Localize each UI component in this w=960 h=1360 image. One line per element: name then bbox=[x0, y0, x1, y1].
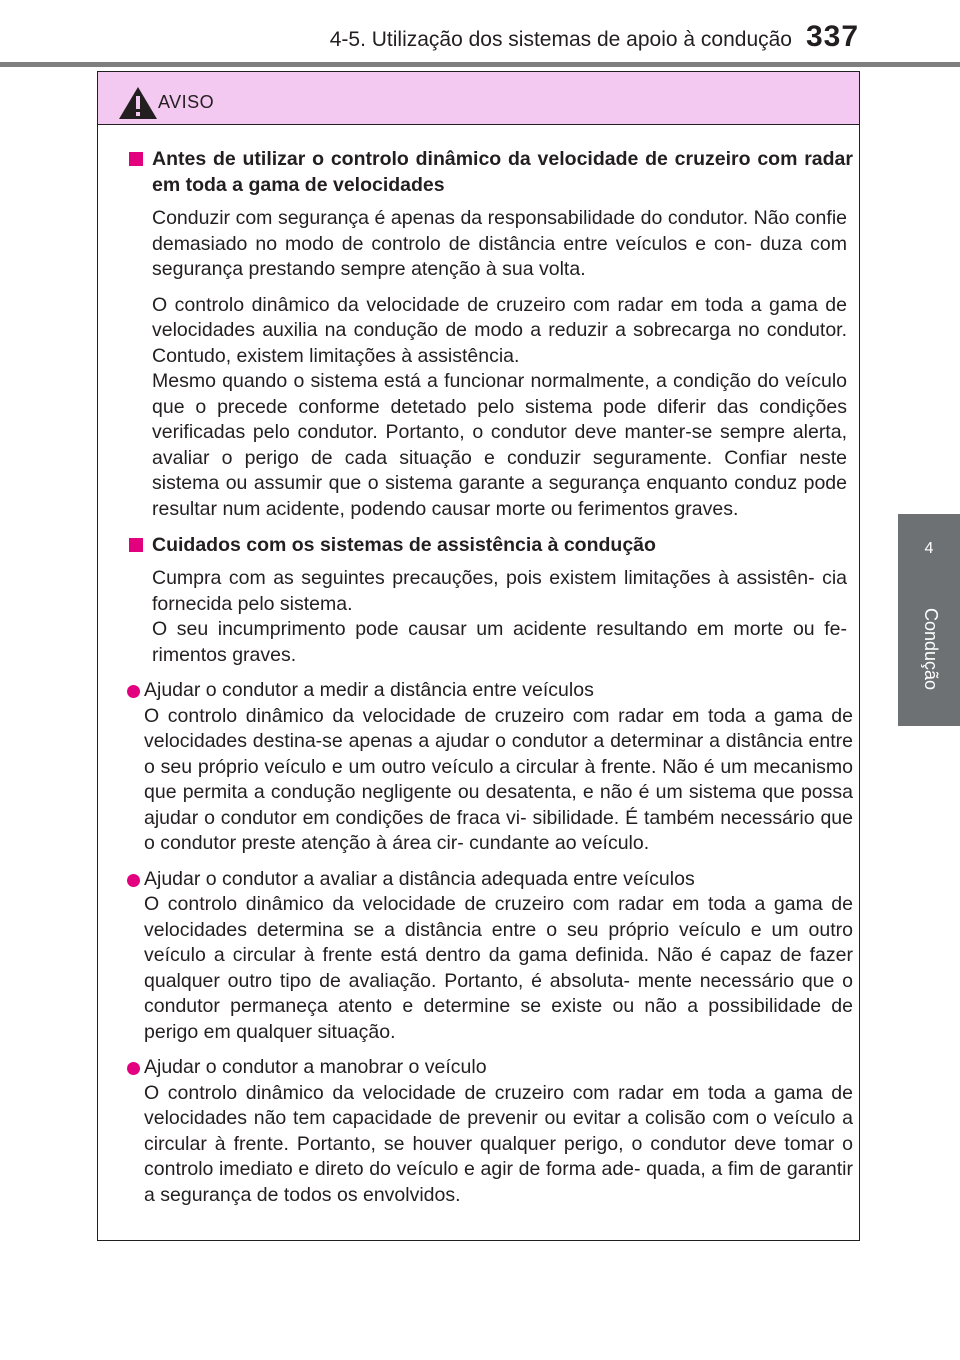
warning-box bbox=[97, 71, 860, 1241]
square-bullet-icon bbox=[129, 538, 143, 552]
section-header-title: 4-5. Utilização dos sistemas de apoio à condução bbox=[329, 28, 792, 51]
list-item-body: O controlo dinâmico da velocidade de cruzeiro com radar em toda a gama de velocidades não tem capacidade de prevenir ou evitar a colisão com o veículo a circular à frente. Portanto, se houver qualquer perigo, o condutor deve tomar o controlo imediato e direto do veículo e agir de forma ade- quada, a fim de garantir a segurança de todos os envolvidos. bbox=[144, 1081, 853, 1206]
section-title bbox=[127, 146, 853, 198]
chapter-side-tab bbox=[898, 514, 960, 726]
circle-bullet-icon bbox=[127, 685, 140, 698]
circle-bullet-icon bbox=[127, 874, 140, 887]
warning-label: AVISO bbox=[158, 92, 215, 112]
warning-triangle-icon bbox=[118, 86, 158, 120]
section-title-text: Antes de utilizar o controlo dinâmico da velocidade de cruzeiro com radar em toda a gama de velocidades bbox=[152, 148, 853, 196]
square-bullet-icon bbox=[129, 152, 143, 166]
header-rule bbox=[0, 62, 960, 67]
chapter-label: Condução bbox=[921, 608, 941, 691]
paragraph: O controlo dinâmico da velocidade de cruzeiro com radar em toda a gama de velocidades auxilia na condução de modo a reduzir a sobrecarga no condutor. Contudo, existem limitações à assistência. bbox=[152, 293, 847, 367]
list-item bbox=[124, 867, 853, 1046]
paragraph: Conduzir com segurança é apenas da responsabilidade do condutor. Não confie demasiado no modo de controlo de distância entre veículos e con- duza com segurança prestando sempre atenção à sua volta. bbox=[152, 207, 847, 280]
paragraph: Cumpra com as seguintes precauções, pois existem limitações à assistên- cia fornecida pelo sistema. bbox=[152, 567, 847, 615]
section-title-text: Cuidados com os sistemas de assistência à condução bbox=[152, 534, 656, 556]
list-item-title: Ajudar o condutor a manobrar o veículo bbox=[144, 1056, 487, 1078]
warning-content bbox=[98, 146, 859, 1218]
list-item-body: O controlo dinâmico da velocidade de cruzeiro com radar em toda a gama de velocidades determina se a distância entre o seu próprio veículo e um outro veículo a circular à frente está dentro da gama definida. Não é capaz de fazer qualquer outro tipo de avaliação. Portanto, é absoluta- mente necessário que o condutor permaneça atento e determine se existe ou não a possibilidade de perigo em qualquer situação. bbox=[144, 893, 853, 1043]
warning-header bbox=[98, 72, 859, 125]
list-item-title: Ajudar o condutor a avaliar a distância adequada entre veículos bbox=[144, 867, 695, 890]
paragraph: Mesmo quando o sistema está a funcionar normalmente, a condição do veículo que o precede conforme detetado pelo sistema pode diferir das condições verificadas pelo condutor. Portanto, o condutor deve manter-se sempre alerta, avaliar o perigo de cada situação e conduzir seguramente. Confiar neste sistema ou assumir que o sistema garante a segurança enquanto conduz pode resultar num acidente, podendo causar morte ou ferimentos graves. bbox=[152, 370, 847, 520]
page-number: 337 bbox=[806, 20, 860, 53]
list-item-title: Ajudar o condutor a medir a distância entre veículos bbox=[144, 679, 594, 701]
list-item bbox=[124, 1055, 853, 1208]
list-item-body: O controlo dinâmico da velocidade de cruzeiro com radar em toda a gama de velocidades destina-se apenas a ajudar o condutor a determinar a distância entre o seu próprio veículo e um outro veículo a circular à frente. Não é um mecanismo que permita a condução negligente ou desatenta, e não é um sistema que possa ajudar o condutor em condições de fraca vi- sibilidade. É também necessário que o condutor preste atenção à área cir- cundante ao veículo. bbox=[144, 704, 853, 854]
list-item bbox=[124, 678, 853, 857]
chapter-number: 4 bbox=[924, 540, 934, 557]
section-title bbox=[127, 532, 853, 558]
circle-bullet-icon bbox=[127, 1062, 140, 1075]
paragraph: O seu incumprimento pode causar um acidente resultando em morte ou fe- rimentos graves. bbox=[152, 618, 847, 666]
